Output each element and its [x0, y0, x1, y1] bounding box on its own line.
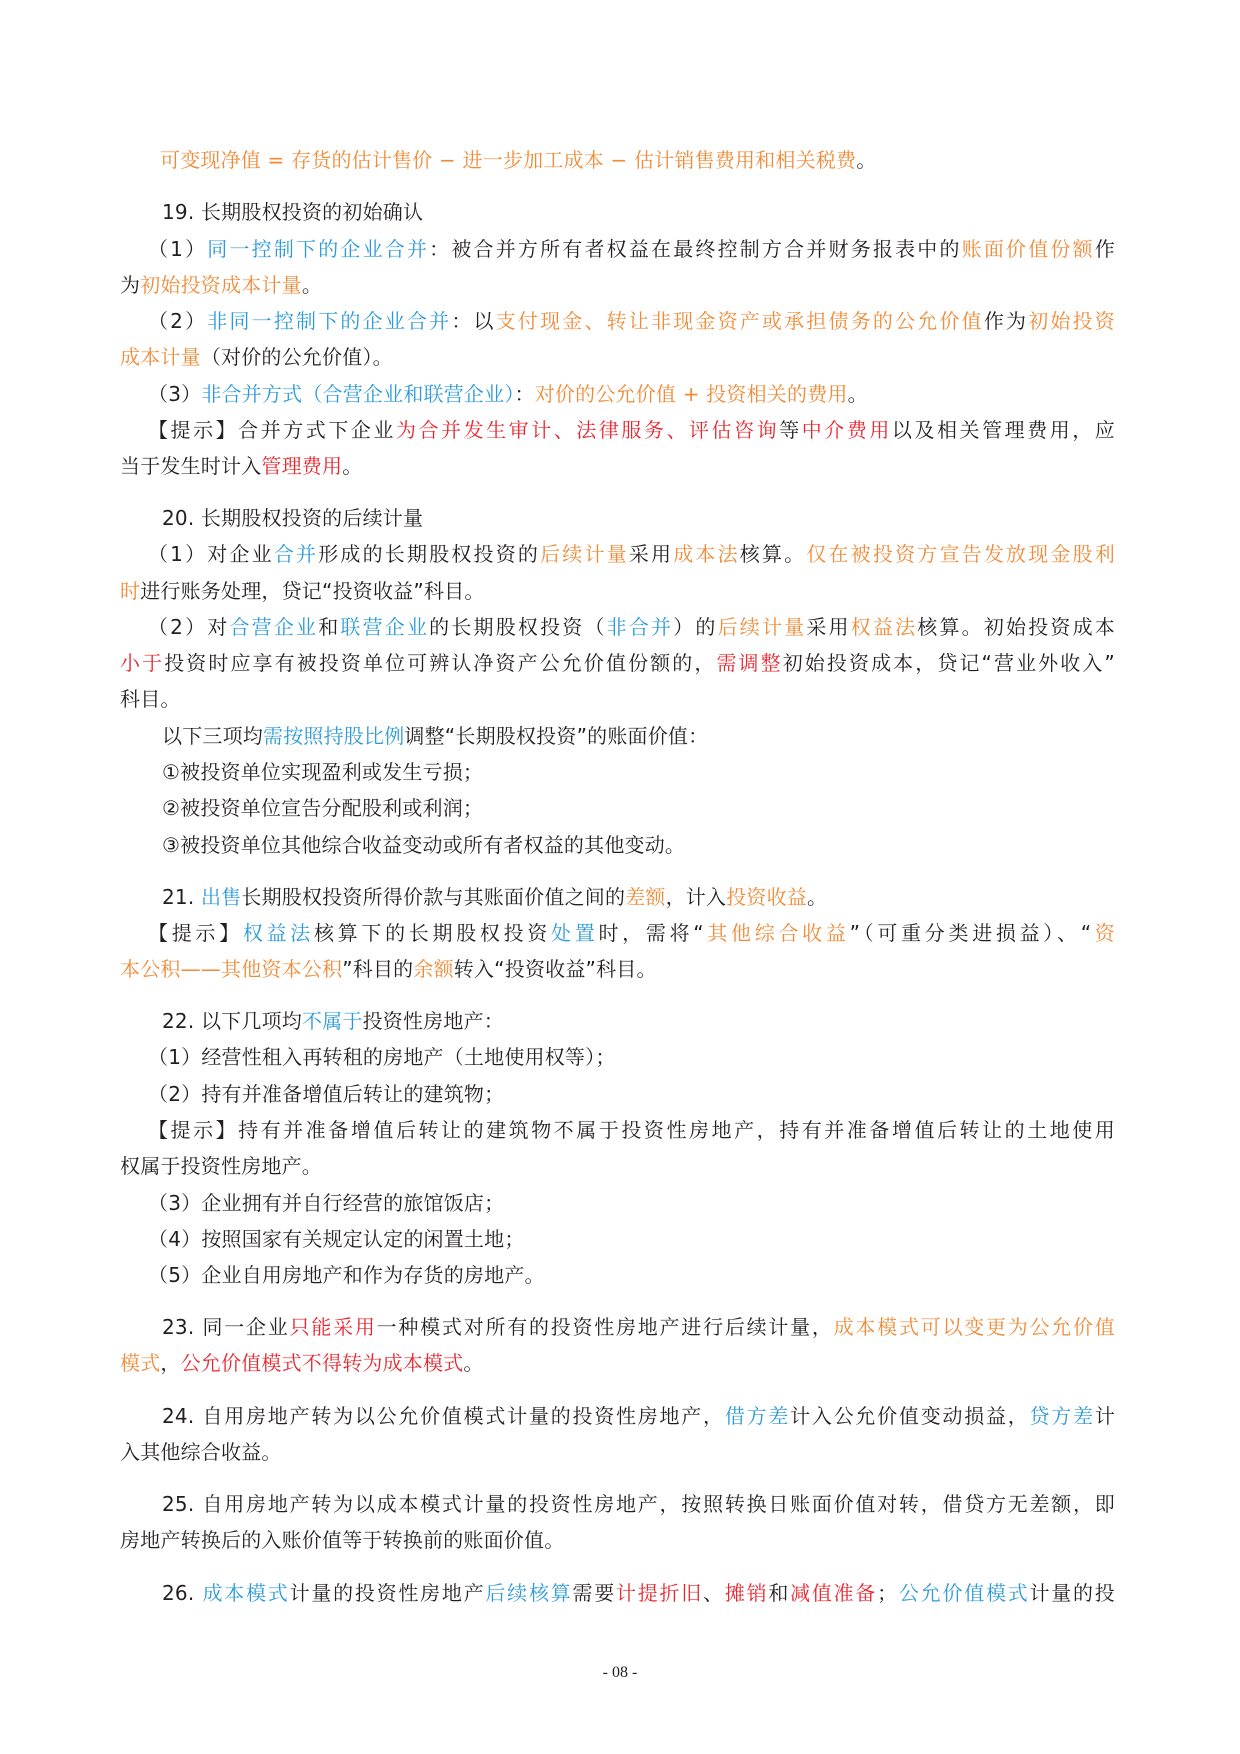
text-span: 入其他综合收益。 [120, 1440, 282, 1464]
text-span: 【提示】 [148, 921, 243, 945]
text-line [148, 1189, 1115, 1217]
text-line [148, 380, 1115, 408]
text-span: ， [160, 1351, 181, 1375]
text-line [148, 613, 1115, 641]
text-line [162, 883, 1115, 911]
text-span: 为 [120, 273, 141, 297]
highlighted-text-orange: 余额 [413, 957, 454, 981]
highlighted-text-orange: 支付现金、转让非现金资产或承担债务的公允价值 [495, 309, 984, 333]
text-span: （1） [148, 237, 208, 261]
text-span: 和 [318, 615, 341, 639]
highlighted-text-orange: 账面价值份额 [961, 237, 1095, 261]
text-span: 以下三项均 [162, 724, 263, 748]
text-line [148, 540, 1115, 568]
highlighted-text-red: 为合并发生审计、法律服务、评估咨询 [395, 418, 780, 442]
text-span: 计 [1094, 1404, 1116, 1428]
highlighted-text-red: 摊销 [724, 1581, 769, 1605]
text-span: 26. [162, 1581, 203, 1605]
highlighted-text-orange: 初始投资 [1028, 309, 1115, 333]
text-span: 、 [703, 1581, 725, 1605]
text-span: 24. 自用房地产转为以公允价值模式计量的投资性房地产， [162, 1404, 725, 1428]
highlighted-text-orange: 对价的公允价值 + 投资相关的费用 [534, 382, 848, 406]
highlighted-text-blue: 非同一控制下的企业合并 [207, 309, 452, 333]
text-span: 22. 以下几项均 [162, 1009, 302, 1033]
highlighted-text-red: 管理费用 [261, 454, 343, 478]
text-line [162, 1313, 1115, 1341]
highlighted-text-orange: 资 [1091, 921, 1116, 945]
text-line [120, 271, 1115, 299]
text-line [148, 235, 1115, 263]
text-span: 核算下的长期股权投资 [313, 921, 552, 945]
text-span: 采用 [806, 615, 851, 639]
text-line [162, 794, 1115, 822]
text-line [162, 831, 1115, 859]
highlighted-text-blue: 后续核算 [485, 1581, 573, 1605]
text-line [148, 1043, 1115, 1071]
text-span: 需要 [572, 1581, 616, 1605]
highlighted-text-blue: 权益法 [242, 921, 314, 945]
text-span: 进行账务处理，贷记“投资收益”科目。 [140, 579, 485, 603]
text-line [148, 416, 1115, 444]
text-span: 时，需将“ [598, 921, 704, 945]
text-span: 等 [779, 418, 802, 442]
highlighted-text-red: 需调整 [716, 651, 783, 675]
text-line [120, 452, 1115, 480]
text-span: ，计入 [665, 885, 727, 909]
text-line [148, 1225, 1115, 1253]
highlighted-text-orange: 权益法 [850, 615, 918, 639]
text-span: 计量的投 [1029, 1581, 1115, 1605]
text-line [162, 722, 1115, 750]
text-line [148, 1261, 1115, 1289]
text-span: 19. 长期股权投资的初始确认 [162, 200, 424, 224]
text-span: 核算。 [739, 542, 807, 566]
highlighted-text-blue: 不属于 [301, 1009, 363, 1033]
highlighted-text-orange: 差额 [625, 885, 666, 909]
text-span: ①被投资单位实现盈利或发生亏损； [162, 760, 484, 784]
text-span: 权属于投资性房地产。 [120, 1154, 322, 1178]
text-span: 【提示】合并方式下企业 [148, 418, 396, 442]
text-span: 长期股权投资所得价款与其账面价值之间的 [241, 885, 626, 909]
highlighted-text-orange: 模式 [120, 1351, 161, 1375]
text-span: 【提示】持有并准备增值后转让的建筑物不属于投资性房地产，持有并准备增值后转让的土地使用 [148, 1118, 1115, 1142]
text-span: 调整“长期股权投资”的账面价值： [404, 724, 709, 748]
text-span: 当于发生时计入 [120, 454, 262, 478]
highlighted-text-blue: 公允价值模式 [897, 1581, 1030, 1605]
text-span: 投资时应享有被投资单位可辨认净资产公允价值份额的， [164, 651, 717, 675]
text-span: 。 [847, 382, 868, 406]
text-span: （3）企业拥有并自行经营的旅馆饭店； [148, 1191, 505, 1215]
text-line [120, 577, 1115, 605]
text-span: ③被投资单位其他综合收益变动或所有者权益的其他变动。 [162, 833, 686, 857]
highlighted-text-red: 只能采用 [289, 1315, 377, 1339]
text-span: ②被投资单位宣告分配股利或利润； [162, 796, 484, 820]
highlighted-text-orange: 成本计量 [120, 345, 201, 369]
text-span: （4）按照国家有关规定认定的闲置土地； [148, 1227, 525, 1251]
highlighted-text-orange: 初始投资成本计量 [140, 273, 302, 297]
highlighted-text-red: 计提折旧 [616, 1581, 704, 1605]
text-span: 核算。初始投资成本 [917, 615, 1115, 639]
text-line [162, 198, 1115, 226]
text-line [120, 1526, 1115, 1554]
highlighted-text-orange: 后续计量 [540, 542, 629, 566]
highlighted-text-red: 中介费用 [801, 418, 892, 442]
highlighted-text-orange: 其他综合收益 [703, 921, 850, 945]
text-span: 。 [463, 1351, 484, 1375]
text-span: （2）持有并准备增值后转让的建筑物； [148, 1082, 505, 1106]
text-span: 25. 自用房地产转为以成本模式计量的投资性房地产，按照转换日账面价值对转，借贷方无差额，即 [162, 1492, 1115, 1516]
text-span: 。 [856, 148, 877, 172]
highlighted-text-orange: 成本模式可以变更为公允价值 [833, 1315, 1116, 1339]
highlighted-text-orange: 时 [120, 579, 141, 603]
text-span: 一种模式对所有的投资性房地产进行后续计量， [376, 1315, 834, 1339]
text-span: （1）经营性租入再转租的房地产（土地使用权等）； [148, 1045, 616, 1069]
highlighted-text-blue: 出售 [200, 885, 242, 909]
text-span: （对价的公允价值）。 [200, 345, 393, 369]
highlighted-text-blue: 成本模式 [202, 1581, 290, 1605]
highlighted-text-orange: 本公积——其他资本公积 [120, 957, 343, 981]
text-span: 的长期股权投资（ [429, 615, 607, 639]
text-span: 计量的投资性房地产 [289, 1581, 486, 1605]
text-line [120, 649, 1115, 677]
highlighted-text-blue: 需按照持股比例 [263, 724, 405, 748]
text-span: 房地产转换后的入账价值等于转换前的账面价值。 [120, 1528, 565, 1552]
text-span: 。 [807, 885, 828, 909]
text-span: ）的 [673, 615, 718, 639]
highlighted-text-blue: 合营企业 [229, 615, 319, 639]
text-line [120, 955, 1115, 983]
text-span: （1）对企业 [148, 542, 274, 566]
highlighted-text-orange: 仅在被投资方宣告发放现金股利 [806, 542, 1115, 566]
text-span: （3） [148, 382, 202, 406]
text-line [148, 919, 1115, 947]
text-span: 转入“投资收益”科目。 [453, 957, 657, 981]
text-line [120, 1438, 1115, 1466]
highlighted-text-orange: 可变现净值 = 存货的估计售价 − 进一步加工成本 − 估计销售费用和相关税费 [160, 148, 857, 172]
highlighted-text-blue: 同一控制下的企业合并 [207, 237, 430, 261]
text-span: （5）企业自用房地产和作为存货的房地产。 [148, 1263, 545, 1287]
text-span: 。 [301, 273, 323, 297]
highlighted-text-red: 公允价值模式不得转为成本模式 [180, 1351, 464, 1375]
text-span: ”科目的 [342, 957, 414, 981]
highlighted-text-blue: 非合并 [606, 615, 674, 639]
text-span: 投资性房地产： [362, 1009, 504, 1033]
text-line [162, 1402, 1115, 1430]
text-line [120, 343, 1115, 371]
text-span: 计入公允价值变动损益， [790, 1404, 1030, 1428]
text-line [162, 1490, 1115, 1518]
highlighted-text-blue: 合并 [273, 542, 319, 566]
text-line [120, 1349, 1115, 1377]
text-line [162, 504, 1115, 532]
text-line [120, 685, 1115, 713]
highlighted-text-orange: 成本法 [673, 542, 740, 566]
text-span: 。 [342, 454, 363, 478]
text-line [148, 1080, 1115, 1108]
text-span: 初始投资成本，贷记“营业外收入” [782, 651, 1115, 675]
text-line [162, 1007, 1115, 1035]
text-line [148, 307, 1115, 335]
text-span: ：以 [451, 309, 496, 333]
highlighted-text-orange: 后续计量 [717, 615, 807, 639]
highlighted-text-blue: 联营企业 [340, 615, 430, 639]
text-span: 21. [162, 885, 201, 909]
text-line [162, 1579, 1115, 1607]
text-line [148, 1116, 1115, 1144]
highlighted-text-blue: 非合并方式（合营企业和联营企业） [201, 382, 515, 406]
highlighted-text-blue: 贷方差 [1029, 1404, 1095, 1428]
text-line [162, 758, 1115, 786]
text-span: 形成的长期股权投资的 [318, 542, 541, 566]
text-span: （2）对 [148, 615, 230, 639]
text-span: 和 [768, 1581, 791, 1605]
text-span: 以及相关管理费用，应 [891, 418, 1115, 442]
highlighted-text-orange: 投资收益 [726, 885, 808, 909]
text-span: 作 [1094, 237, 1115, 261]
text-span: 科目。 [120, 687, 181, 711]
highlighted-text-blue: 处置 [551, 921, 599, 945]
text-span: ：被合并方所有者权益在最终控制方合并财务报表中的 [429, 237, 962, 261]
text-span: 作为 [983, 309, 1029, 333]
text-span: ”（可重分类进损益）、“ [849, 921, 1092, 945]
text-line [120, 1152, 1115, 1180]
text-span: ： [514, 382, 535, 406]
text-span: ； [877, 1581, 898, 1605]
text-span: （2） [148, 309, 208, 333]
text-span: 采用 [628, 542, 674, 566]
text-span: 20. 长期股权投资的后续计量 [162, 506, 424, 530]
highlighted-text-red: 减值准备 [790, 1581, 878, 1605]
text-line [160, 146, 1115, 174]
text-span: 23. 同一企业 [162, 1315, 290, 1339]
highlighted-text-red: 小于 [120, 651, 165, 675]
highlighted-text-blue: 借方差 [724, 1404, 791, 1428]
page-number: - 08 - [602, 1664, 638, 1681]
